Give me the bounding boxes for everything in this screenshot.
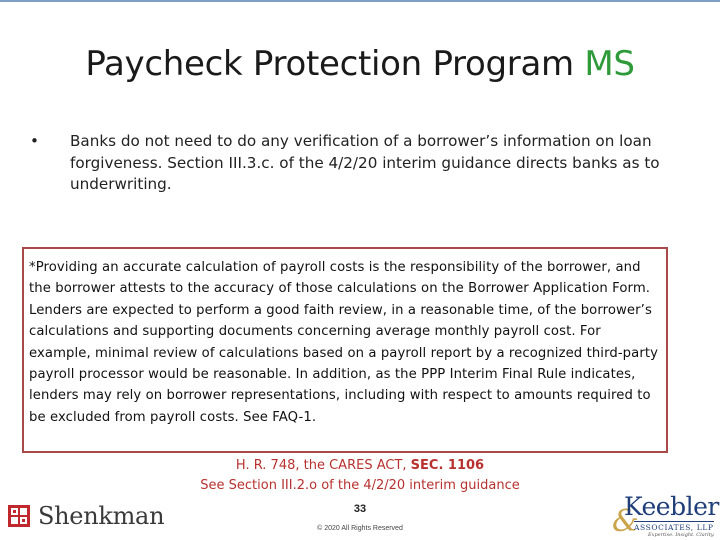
- source-citation-guidance: See Section III.2.o of the 4/2/20 interim guidance: [200, 478, 520, 493]
- bullet-marker: •: [30, 132, 39, 150]
- shenkman-logo: [8, 503, 164, 529]
- keebler-logo-ampersand: &: [612, 504, 639, 539]
- slide-title: [0, 44, 720, 84]
- keebler-logo-name: Keebler: [624, 492, 719, 521]
- quote-box: [22, 247, 668, 453]
- shenkman-logo-mark-icon: [8, 505, 30, 527]
- keebler-logo-tagline: Expertise. Insight. Clarity.: [648, 532, 715, 538]
- shenkman-logo-word: Shenkman: [38, 502, 165, 530]
- slide-title-main: Paycheck Protection Program: [85, 44, 574, 84]
- slide-title-accent: MS: [584, 44, 635, 84]
- top-rule: [0, 0, 720, 2]
- source-citation-act: [0, 458, 720, 473]
- keebler-logo: [612, 490, 719, 539]
- copyright-notice: © 2020 All Rights Reserved: [317, 525, 403, 532]
- bullet-point: [30, 131, 685, 196]
- source-act-prefix: H. R. 748, the CARES ACT,: [235, 458, 411, 473]
- page-number: 33: [353, 503, 367, 515]
- bullet-text: Banks do not need to do any verification of a borrower’s information on loan forgiveness. Section III.3.c. of the 4/2/20 interim guidance directs banks as to underwriting.: [70, 132, 660, 193]
- quote-text: *Providing an accurate calculation of payroll costs is the responsibility of the borrower, and the borrower attests to the accuracy of those calculations on the Borrower Application Form. Lenders are expected to perform a good faith review, in a reasonable time, of the borrower’s calculations and supporting documents concerning average monthly payroll cost. For example, minimal review of calculations based on a payroll report by a recognized third-party payroll processor would be reasonable. In addition, as the PPP Interim Final Rule indicates, lenders may rely on borrower representations, including with respect to amounts required to be excluded from payroll costs. See FAQ-1.: [29, 260, 659, 425]
- keebler-logo-subtitle: ASSOCIATES, LLP: [634, 523, 714, 532]
- source-act-section: SEC. 1106: [410, 458, 485, 473]
